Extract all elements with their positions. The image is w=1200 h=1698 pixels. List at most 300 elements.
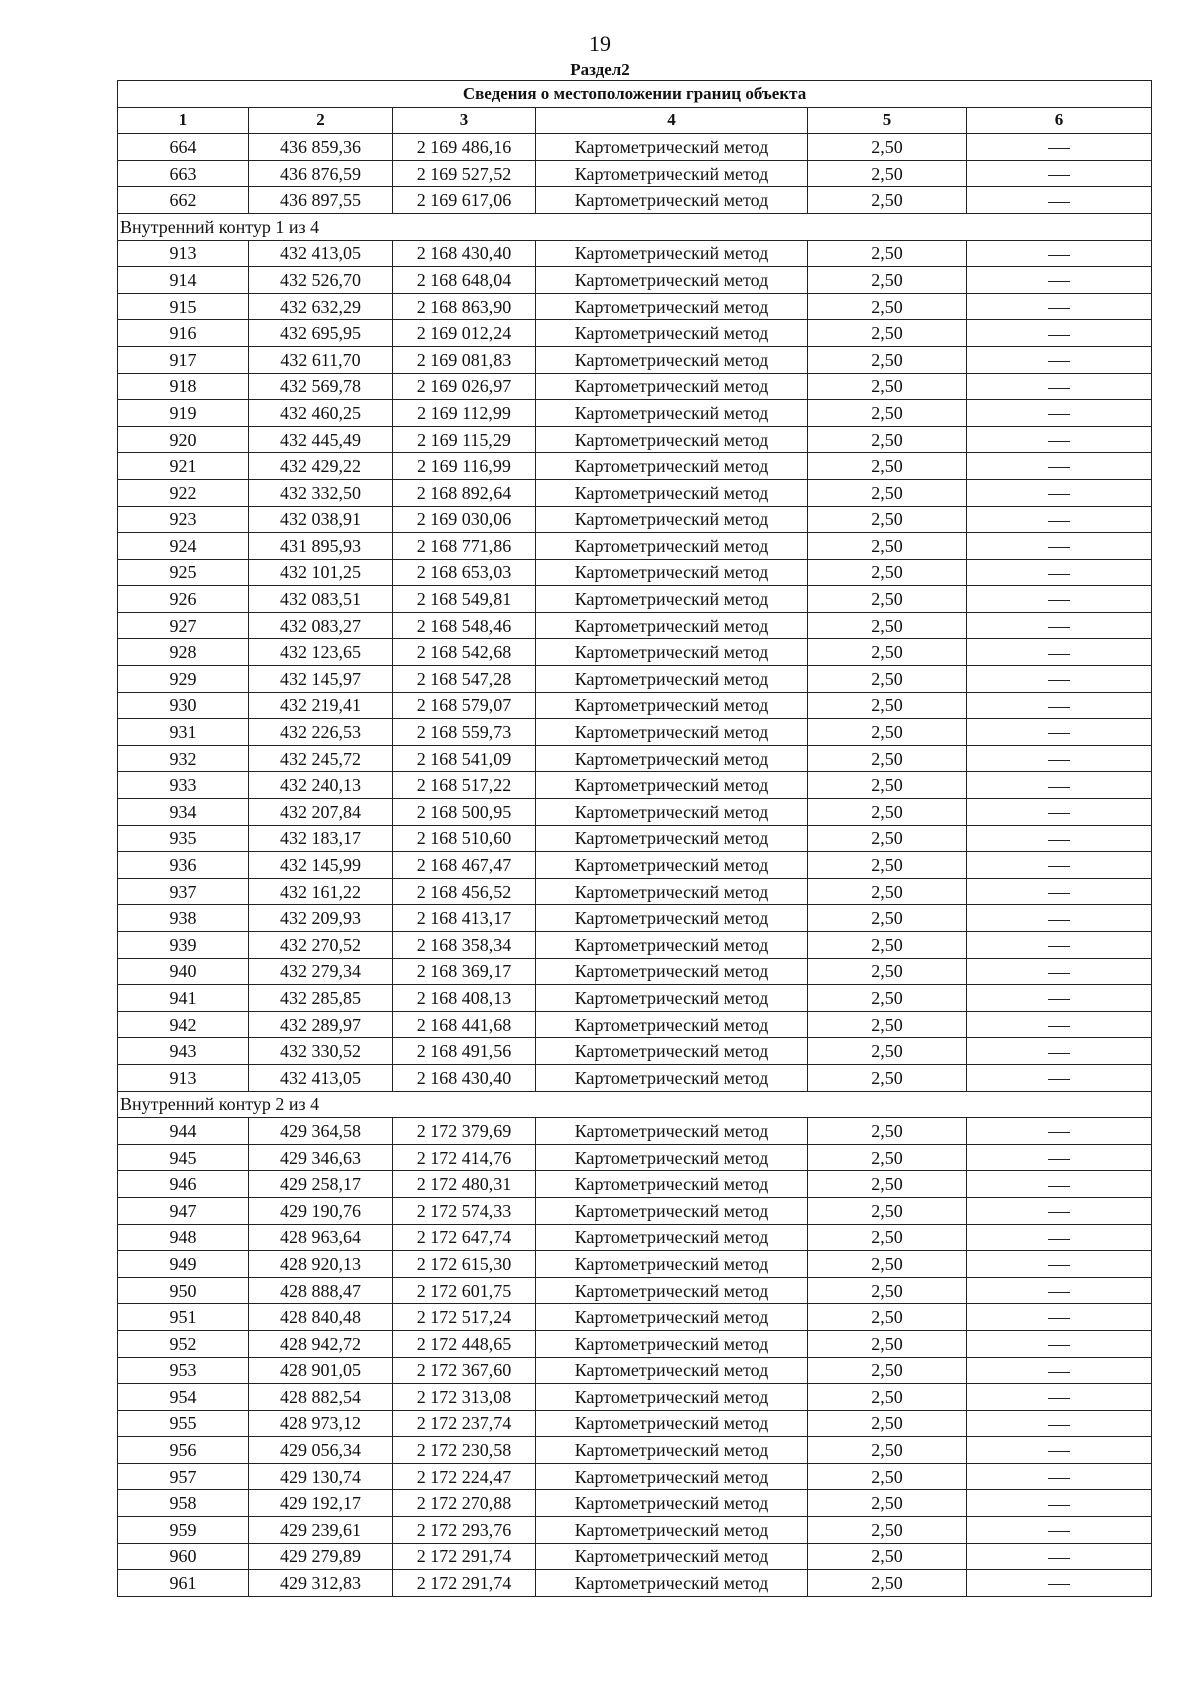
method-cell: Картометрический метод — [536, 1517, 808, 1544]
method-cell: Картометрический метод — [536, 639, 808, 666]
accuracy-cell: 2,50 — [808, 373, 967, 400]
point-number-cell: 946 — [118, 1171, 249, 1198]
accuracy-cell: 2,50 — [808, 852, 967, 879]
coordinate-y-cell: 2 172 270,88 — [393, 1490, 536, 1517]
point-number-cell: 924 — [118, 533, 249, 560]
point-number-cell: 961 — [118, 1570, 249, 1597]
column-header: 2 — [249, 107, 393, 134]
coordinate-y-cell: 2 169 112,99 — [393, 400, 536, 427]
method-cell: Картометрический метод — [536, 187, 808, 214]
empty-dash — [1048, 1425, 1070, 1426]
coordinate-x-cell: 432 632,29 — [249, 293, 393, 320]
coordinate-x-cell: 428 888,47 — [249, 1277, 393, 1304]
coordinate-x-cell: 428 901,05 — [249, 1357, 393, 1384]
table-row — [118, 745, 1152, 772]
coordinate-y-cell: 2 172 517,24 — [393, 1304, 536, 1331]
method-cell: Картометрический метод — [536, 1543, 808, 1570]
table-row — [118, 1437, 1152, 1464]
description-cell — [967, 586, 1152, 613]
point-number-cell: 949 — [118, 1251, 249, 1278]
coordinate-x-cell: 431 895,93 — [249, 533, 393, 560]
description-cell — [967, 1330, 1152, 1357]
empty-dash — [1048, 308, 1070, 309]
empty-dash — [1048, 1372, 1070, 1373]
table-row — [118, 666, 1152, 693]
coordinate-x-cell: 428 882,54 — [249, 1384, 393, 1411]
description-cell — [967, 958, 1152, 985]
table-row — [118, 852, 1152, 879]
accuracy-cell: 2,50 — [808, 1197, 967, 1224]
table-row — [118, 187, 1152, 214]
description-cell — [967, 400, 1152, 427]
method-cell: Картометрический метод — [536, 852, 808, 879]
accuracy-cell: 2,50 — [808, 799, 967, 826]
empty-dash — [1048, 1079, 1070, 1080]
coordinate-x-cell: 436 859,36 — [249, 134, 393, 161]
method-cell: Картометрический метод — [536, 1384, 808, 1411]
description-cell — [967, 1251, 1152, 1278]
description-cell — [967, 240, 1152, 267]
coordinate-x-cell: 432 285,85 — [249, 985, 393, 1012]
table-row — [118, 134, 1152, 161]
coordinate-y-cell: 2 168 441,68 — [393, 1011, 536, 1038]
empty-dash — [1048, 574, 1070, 575]
coordinate-y-cell: 2 168 510,60 — [393, 825, 536, 852]
table-row — [118, 1197, 1152, 1224]
method-cell: Картометрический метод — [536, 1357, 808, 1384]
coordinate-y-cell: 2 172 647,74 — [393, 1224, 536, 1251]
table-row — [118, 1570, 1152, 1597]
table-row — [118, 1463, 1152, 1490]
table-row — [118, 1171, 1152, 1198]
accuracy-cell: 2,50 — [808, 1384, 967, 1411]
description-cell — [967, 187, 1152, 214]
accuracy-cell: 2,50 — [808, 639, 967, 666]
accuracy-cell: 2,50 — [808, 453, 967, 480]
empty-dash — [1048, 1318, 1070, 1319]
description-cell — [967, 1118, 1152, 1145]
description-cell — [967, 878, 1152, 905]
column-header: 5 — [808, 107, 967, 134]
accuracy-cell: 2,50 — [808, 267, 967, 294]
method-cell: Картометрический метод — [536, 586, 808, 613]
coordinate-x-cell: 432 429,22 — [249, 453, 393, 480]
description-cell — [967, 1197, 1152, 1224]
coordinate-x-cell: 429 312,83 — [249, 1570, 393, 1597]
accuracy-cell: 2,50 — [808, 1570, 967, 1597]
table-row — [118, 1543, 1152, 1570]
method-cell: Картометрический метод — [536, 1304, 808, 1331]
coordinate-x-cell: 432 611,70 — [249, 346, 393, 373]
accuracy-cell: 2,50 — [808, 958, 967, 985]
point-number-cell: 920 — [118, 426, 249, 453]
accuracy-cell: 2,50 — [808, 692, 967, 719]
coordinate-y-cell: 2 168 771,86 — [393, 533, 536, 560]
description-cell — [967, 1463, 1152, 1490]
column-header-row — [118, 107, 1152, 134]
accuracy-cell: 2,50 — [808, 1517, 967, 1544]
description-cell — [967, 506, 1152, 533]
table-row — [118, 1410, 1152, 1437]
coordinate-y-cell: 2 172 291,74 — [393, 1570, 536, 1597]
method-cell: Картометрический метод — [536, 1144, 808, 1171]
coordinate-x-cell: 429 056,34 — [249, 1437, 393, 1464]
coordinate-y-cell: 2 168 408,13 — [393, 985, 536, 1012]
column-header: 6 — [967, 107, 1152, 134]
table-row — [118, 373, 1152, 400]
description-cell — [967, 852, 1152, 879]
empty-dash — [1048, 255, 1070, 256]
description-cell — [967, 426, 1152, 453]
method-cell: Картометрический метод — [536, 533, 808, 560]
point-number-cell: 918 — [118, 373, 249, 400]
contour-section-row — [118, 1091, 1152, 1118]
coordinate-y-cell: 2 169 617,06 — [393, 187, 536, 214]
accuracy-cell: 2,50 — [808, 719, 967, 746]
coordinate-y-cell: 2 168 456,52 — [393, 878, 536, 905]
empty-dash — [1048, 654, 1070, 655]
coordinate-y-cell: 2 168 549,81 — [393, 586, 536, 613]
method-cell: Картометрический метод — [536, 1038, 808, 1065]
description-cell — [967, 559, 1152, 586]
coordinate-x-cell: 436 897,55 — [249, 187, 393, 214]
description-cell — [967, 1357, 1152, 1384]
coordinate-y-cell: 2 172 615,30 — [393, 1251, 536, 1278]
method-cell: Картометрический метод — [536, 1490, 808, 1517]
empty-dash — [1048, 1239, 1070, 1240]
coordinate-y-cell: 2 168 430,40 — [393, 240, 536, 267]
point-number-cell: 945 — [118, 1144, 249, 1171]
table-row — [118, 1224, 1152, 1251]
point-number-cell: 931 — [118, 719, 249, 746]
accuracy-cell: 2,50 — [808, 346, 967, 373]
description-cell — [967, 134, 1152, 161]
coordinate-y-cell: 2 172 601,75 — [393, 1277, 536, 1304]
table-row — [118, 905, 1152, 932]
description-cell — [967, 267, 1152, 294]
table-body — [118, 134, 1152, 1597]
empty-dash — [1048, 1292, 1070, 1293]
coordinate-y-cell: 2 172 379,69 — [393, 1118, 536, 1145]
description-cell — [967, 772, 1152, 799]
coordinate-x-cell: 432 445,49 — [249, 426, 393, 453]
method-cell: Картометрический метод — [536, 479, 808, 506]
coordinate-y-cell: 2 168 547,28 — [393, 666, 536, 693]
empty-dash — [1048, 175, 1070, 176]
method-cell: Картометрический метод — [536, 1570, 808, 1597]
table-row — [118, 1357, 1152, 1384]
empty-dash — [1048, 866, 1070, 867]
accuracy-cell: 2,50 — [808, 240, 967, 267]
description-cell — [967, 1224, 1152, 1251]
point-number-cell: 960 — [118, 1543, 249, 1570]
coordinate-y-cell: 2 169 115,29 — [393, 426, 536, 453]
description-cell — [967, 1410, 1152, 1437]
table-row — [118, 1038, 1152, 1065]
accuracy-cell: 2,50 — [808, 1330, 967, 1357]
accuracy-cell: 2,50 — [808, 426, 967, 453]
empty-dash — [1048, 946, 1070, 947]
coordinate-x-cell: 432 123,65 — [249, 639, 393, 666]
method-cell: Картометрический метод — [536, 453, 808, 480]
accuracy-cell: 2,50 — [808, 1543, 967, 1570]
coordinate-x-cell: 432 083,51 — [249, 586, 393, 613]
point-number-cell: 939 — [118, 932, 249, 959]
description-cell — [967, 692, 1152, 719]
point-number-cell: 922 — [118, 479, 249, 506]
coordinate-y-cell: 2 172 367,60 — [393, 1357, 536, 1384]
coordinate-x-cell: 432 209,93 — [249, 905, 393, 932]
point-number-cell: 957 — [118, 1463, 249, 1490]
empty-dash — [1048, 1159, 1070, 1160]
method-cell: Картометрический метод — [536, 1011, 808, 1038]
empty-dash — [1048, 787, 1070, 788]
point-number-cell: 926 — [118, 586, 249, 613]
description-cell — [967, 373, 1152, 400]
method-cell: Картометрический метод — [536, 1330, 808, 1357]
coordinate-y-cell: 2 172 448,65 — [393, 1330, 536, 1357]
empty-dash — [1048, 467, 1070, 468]
table-row — [118, 985, 1152, 1012]
method-cell: Картометрический метод — [536, 1437, 808, 1464]
coordinate-y-cell: 2 168 413,17 — [393, 905, 536, 932]
empty-dash — [1048, 414, 1070, 415]
accuracy-cell: 2,50 — [808, 905, 967, 932]
coordinate-x-cell: 429 190,76 — [249, 1197, 393, 1224]
coordinate-x-cell: 432 460,25 — [249, 400, 393, 427]
table-caption: Сведения о местоположении границ объекта — [118, 81, 1152, 108]
table-row — [118, 1304, 1152, 1331]
accuracy-cell: 2,50 — [808, 985, 967, 1012]
table-row — [118, 639, 1152, 666]
coordinate-y-cell: 2 168 863,90 — [393, 293, 536, 320]
point-number-cell: 953 — [118, 1357, 249, 1384]
coordinate-y-cell: 2 172 291,74 — [393, 1543, 536, 1570]
empty-dash — [1048, 707, 1070, 708]
point-number-cell: 919 — [118, 400, 249, 427]
description-cell — [967, 1543, 1152, 1570]
method-cell: Картометрический метод — [536, 719, 808, 746]
contour-section-row — [118, 213, 1152, 240]
method-cell: Картометрический метод — [536, 612, 808, 639]
description-cell — [967, 1011, 1152, 1038]
coordinate-y-cell: 2 168 548,46 — [393, 612, 536, 639]
point-number-cell: 913 — [118, 1064, 249, 1091]
table-row — [118, 293, 1152, 320]
coordinate-x-cell: 432 413,05 — [249, 240, 393, 267]
point-number-cell: 925 — [118, 559, 249, 586]
column-header: 1 — [118, 107, 249, 134]
coordinate-y-cell: 2 172 224,47 — [393, 1463, 536, 1490]
description-cell — [967, 533, 1152, 560]
coordinate-x-cell: 432 279,34 — [249, 958, 393, 985]
page-number: 19 — [589, 31, 611, 56]
table-row — [118, 1011, 1152, 1038]
method-cell: Картометрический метод — [536, 958, 808, 985]
accuracy-cell: 2,50 — [808, 1038, 967, 1065]
table-row — [118, 506, 1152, 533]
point-number-cell: 935 — [118, 825, 249, 852]
empty-dash — [1048, 1451, 1070, 1452]
coordinate-x-cell: 432 207,84 — [249, 799, 393, 826]
accuracy-cell: 2,50 — [808, 1304, 967, 1331]
method-cell: Картометрический метод — [536, 267, 808, 294]
section-title: Раздел2 — [570, 60, 630, 79]
coordinate-y-cell: 2 168 653,03 — [393, 559, 536, 586]
coordinate-x-cell: 429 239,61 — [249, 1517, 393, 1544]
table-row — [118, 346, 1152, 373]
coordinate-x-cell: 429 192,17 — [249, 1490, 393, 1517]
coordinate-x-cell: 429 364,58 — [249, 1118, 393, 1145]
table-row — [118, 825, 1152, 852]
empty-dash — [1048, 521, 1070, 522]
coordinate-y-cell: 2 172 574,33 — [393, 1197, 536, 1224]
description-cell — [967, 1570, 1152, 1597]
accuracy-cell: 2,50 — [808, 666, 967, 693]
table-row — [118, 1118, 1152, 1145]
empty-dash — [1048, 999, 1070, 1000]
accuracy-cell: 2,50 — [808, 1410, 967, 1437]
point-number-cell: 915 — [118, 293, 249, 320]
description-cell — [967, 612, 1152, 639]
coordinate-y-cell: 2 168 648,04 — [393, 267, 536, 294]
description-cell — [967, 1517, 1152, 1544]
coordinate-x-cell: 432 038,91 — [249, 506, 393, 533]
coordinate-x-cell: 429 258,17 — [249, 1171, 393, 1198]
accuracy-cell: 2,50 — [808, 1357, 967, 1384]
empty-dash — [1048, 600, 1070, 601]
accuracy-cell: 2,50 — [808, 1171, 967, 1198]
empty-dash — [1048, 760, 1070, 761]
table-row — [118, 1330, 1152, 1357]
coordinate-y-cell: 2 169 527,52 — [393, 160, 536, 187]
point-number-cell: 914 — [118, 267, 249, 294]
point-number-cell: 951 — [118, 1304, 249, 1331]
column-header: 4 — [536, 107, 808, 134]
coordinate-x-cell: 432 289,97 — [249, 1011, 393, 1038]
point-number-cell: 950 — [118, 1277, 249, 1304]
coordinate-y-cell: 2 168 430,40 — [393, 1064, 536, 1091]
coordinate-x-cell: 432 161,22 — [249, 878, 393, 905]
boundary-coordinates-table — [117, 80, 1152, 1597]
coordinate-x-cell: 428 963,64 — [249, 1224, 393, 1251]
coordinate-y-cell: 2 172 480,31 — [393, 1171, 536, 1198]
table-row — [118, 426, 1152, 453]
method-cell: Картометрический метод — [536, 400, 808, 427]
coordinate-x-cell: 432 695,95 — [249, 320, 393, 347]
table-row — [118, 878, 1152, 905]
coordinate-x-cell: 432 226,53 — [249, 719, 393, 746]
table-row — [118, 1277, 1152, 1304]
accuracy-cell: 2,50 — [808, 134, 967, 161]
empty-dash — [1048, 1186, 1070, 1187]
coordinate-y-cell: 2 172 237,74 — [393, 1410, 536, 1437]
coordinate-y-cell: 2 172 230,58 — [393, 1437, 536, 1464]
empty-dash — [1048, 813, 1070, 814]
empty-dash — [1048, 733, 1070, 734]
method-cell: Картометрический метод — [536, 1171, 808, 1198]
accuracy-cell: 2,50 — [808, 1144, 967, 1171]
coordinate-y-cell: 2 169 026,97 — [393, 373, 536, 400]
description-cell — [967, 985, 1152, 1012]
empty-dash — [1048, 973, 1070, 974]
point-number-cell: 959 — [118, 1517, 249, 1544]
description-cell — [967, 1064, 1152, 1091]
table-row — [118, 559, 1152, 586]
empty-dash — [1048, 441, 1070, 442]
point-number-cell: 958 — [118, 1490, 249, 1517]
coordinate-x-cell: 432 332,50 — [249, 479, 393, 506]
coordinate-y-cell: 2 168 467,47 — [393, 852, 536, 879]
coordinate-y-cell: 2 169 116,99 — [393, 453, 536, 480]
point-number-cell: 956 — [118, 1437, 249, 1464]
empty-dash — [1048, 627, 1070, 628]
coordinate-x-cell: 428 840,48 — [249, 1304, 393, 1331]
empty-dash — [1048, 202, 1070, 203]
method-cell: Картометрический метод — [536, 1277, 808, 1304]
empty-dash — [1048, 148, 1070, 149]
table-row — [118, 1251, 1152, 1278]
accuracy-cell: 2,50 — [808, 932, 967, 959]
accuracy-cell: 2,50 — [808, 825, 967, 852]
point-number-cell: 947 — [118, 1197, 249, 1224]
method-cell: Картометрический метод — [536, 160, 808, 187]
point-number-cell: 944 — [118, 1118, 249, 1145]
point-number-cell: 948 — [118, 1224, 249, 1251]
column-header: 3 — [393, 107, 536, 134]
accuracy-cell: 2,50 — [808, 1490, 967, 1517]
description-cell — [967, 479, 1152, 506]
table-row — [118, 400, 1152, 427]
coordinate-y-cell: 2 168 369,17 — [393, 958, 536, 985]
table-row — [118, 692, 1152, 719]
method-cell: Картометрический метод — [536, 1463, 808, 1490]
coordinate-x-cell: 432 183,17 — [249, 825, 393, 852]
method-cell: Картометрический метод — [536, 1224, 808, 1251]
table-row — [118, 240, 1152, 267]
empty-dash — [1048, 1478, 1070, 1479]
empty-dash — [1048, 1558, 1070, 1559]
method-cell: Картометрический метод — [536, 692, 808, 719]
accuracy-cell: 2,50 — [808, 1437, 967, 1464]
method-cell: Картометрический метод — [536, 320, 808, 347]
accuracy-cell: 2,50 — [808, 400, 967, 427]
empty-dash — [1048, 1053, 1070, 1054]
coordinate-x-cell: 432 145,97 — [249, 666, 393, 693]
method-cell: Картометрический метод — [536, 1118, 808, 1145]
point-number-cell: 938 — [118, 905, 249, 932]
point-number-cell: 936 — [118, 852, 249, 879]
accuracy-cell: 2,50 — [808, 612, 967, 639]
empty-dash — [1048, 920, 1070, 921]
point-number-cell: 933 — [118, 772, 249, 799]
table-row — [118, 533, 1152, 560]
empty-dash — [1048, 1026, 1070, 1027]
point-number-cell: 943 — [118, 1038, 249, 1065]
point-number-cell: 662 — [118, 187, 249, 214]
method-cell: Картометрический метод — [536, 772, 808, 799]
method-cell: Картометрический метод — [536, 506, 808, 533]
method-cell: Картометрический метод — [536, 825, 808, 852]
accuracy-cell: 2,50 — [808, 533, 967, 560]
coordinate-y-cell: 2 168 892,64 — [393, 479, 536, 506]
point-number-cell: 941 — [118, 985, 249, 1012]
table-row — [118, 267, 1152, 294]
description-cell — [967, 1038, 1152, 1065]
description-cell — [967, 932, 1152, 959]
accuracy-cell: 2,50 — [808, 745, 967, 772]
contour-section-label: Внутренний контур 2 из 4 — [118, 1091, 1152, 1118]
